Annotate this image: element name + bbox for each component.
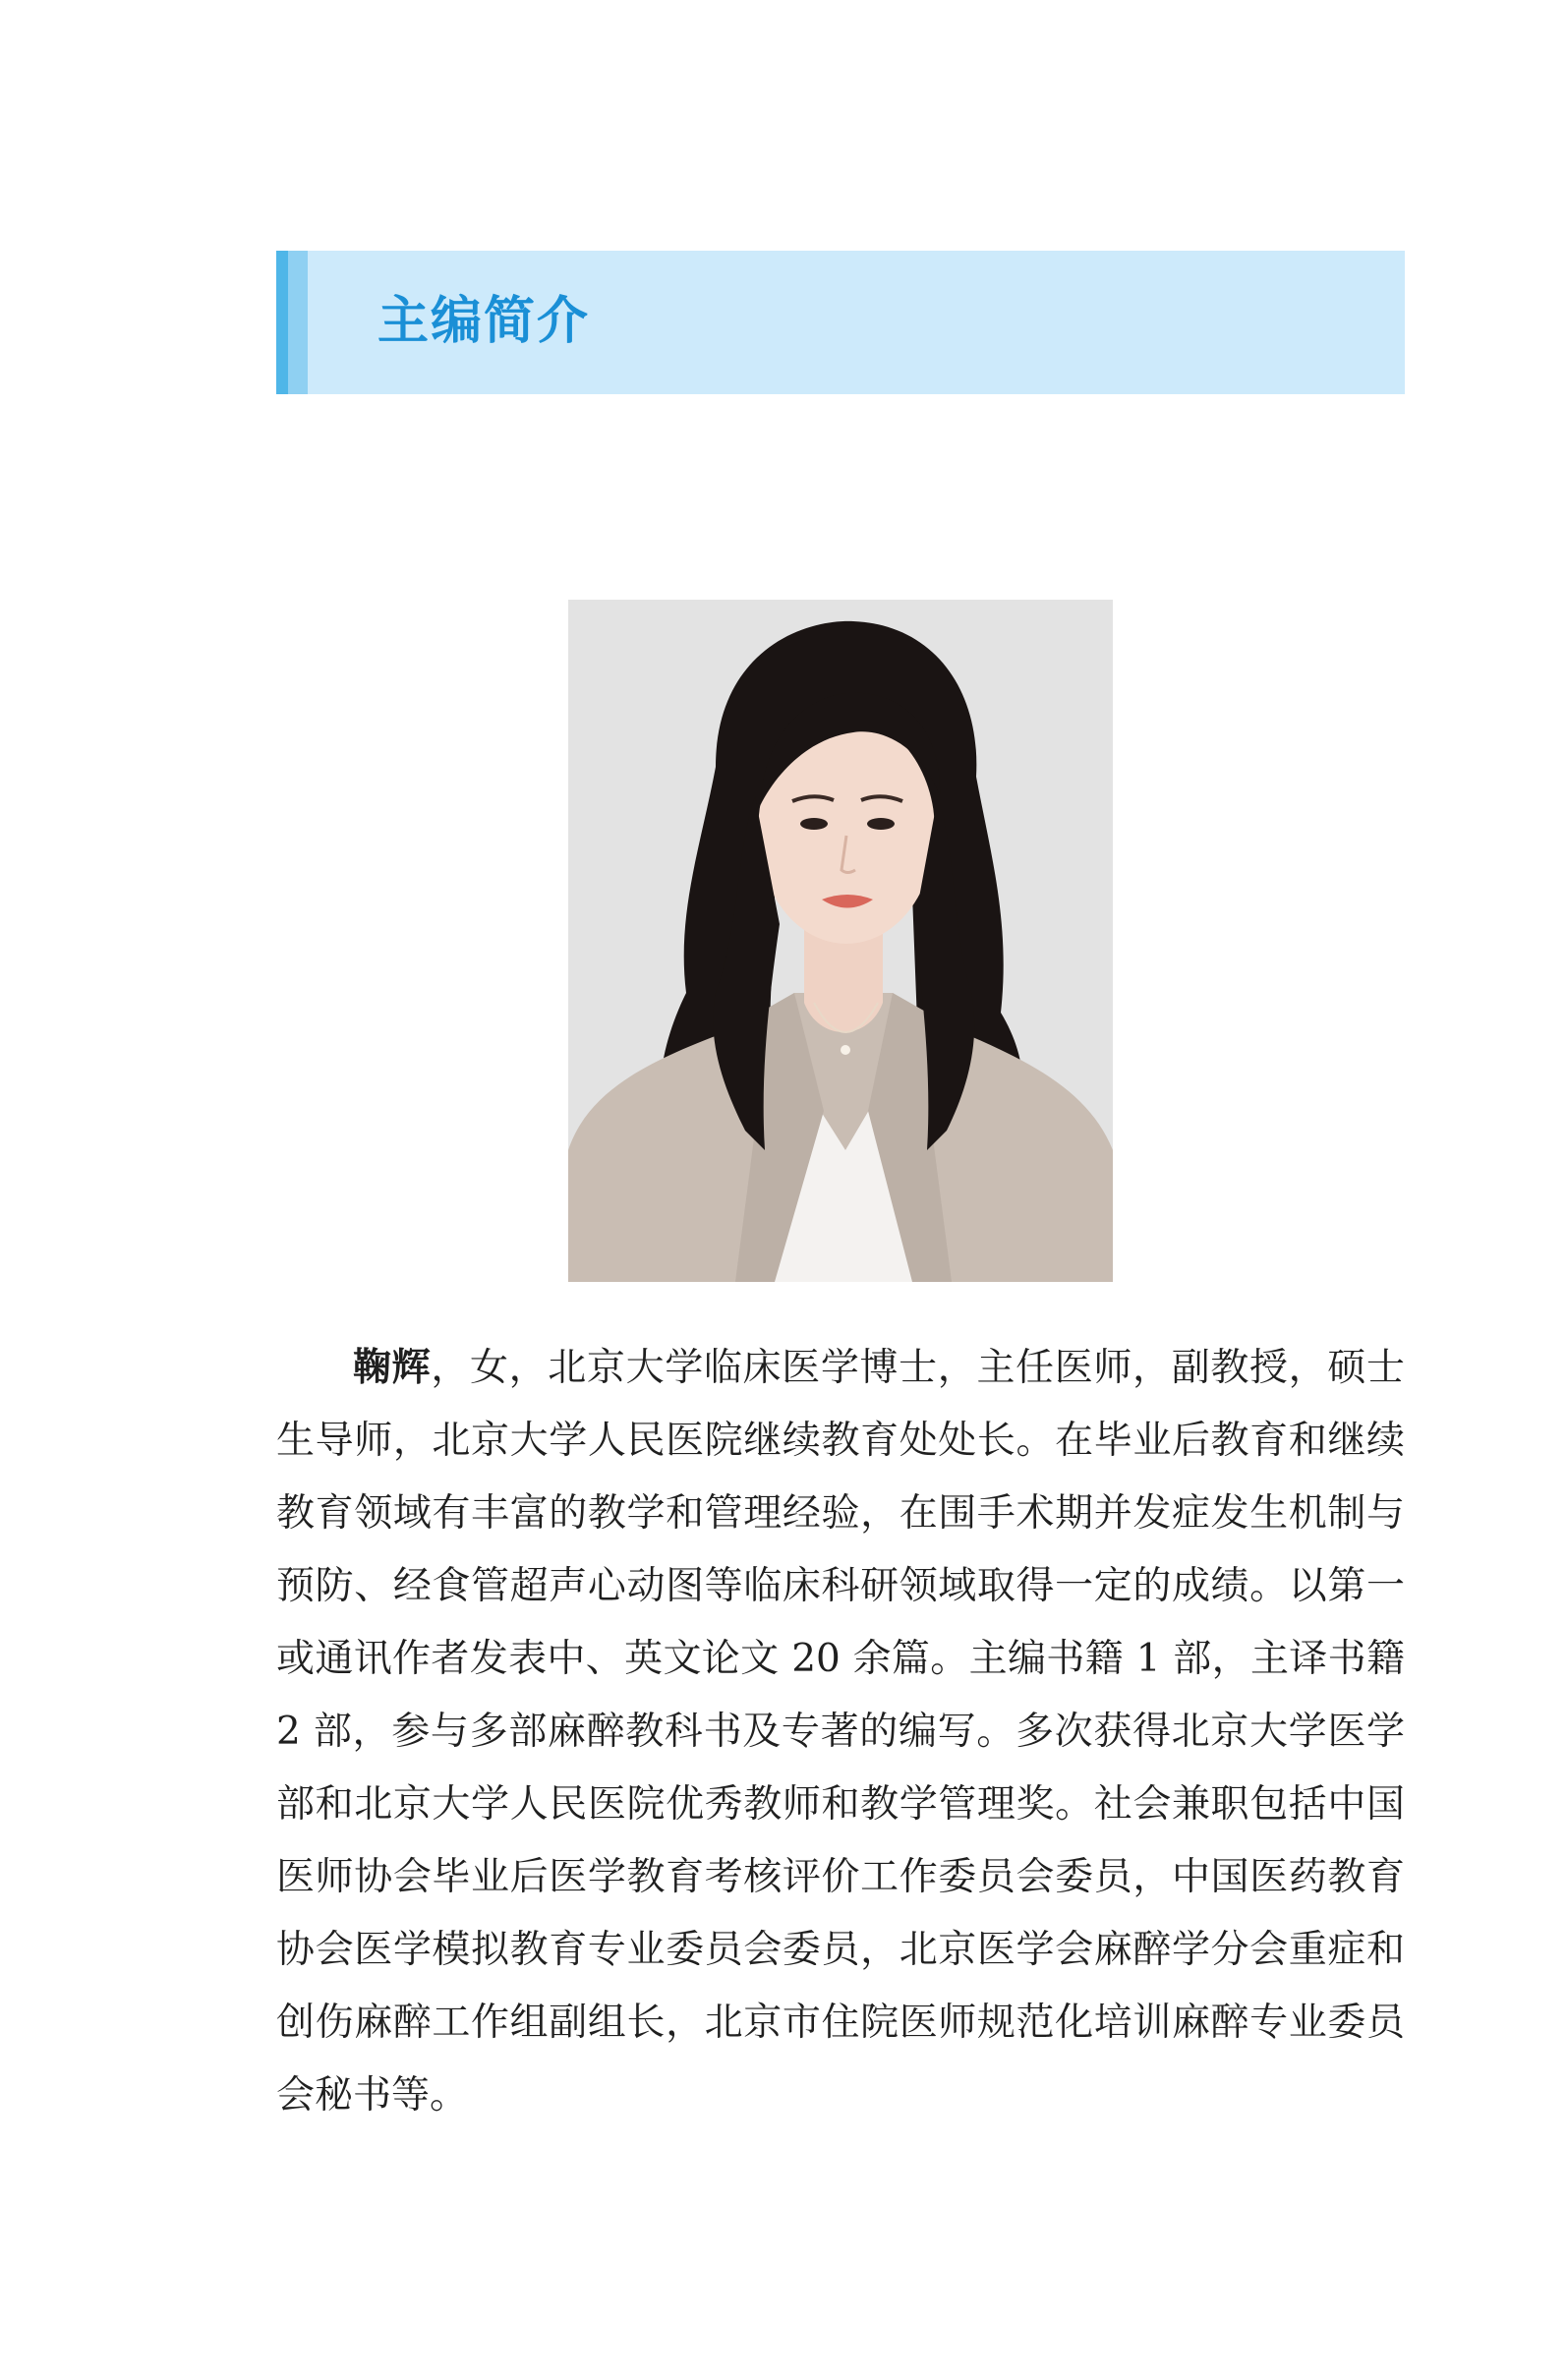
author-name: 鞠辉 [353, 1346, 432, 1390]
section-title: 主编简介 [377, 292, 591, 351]
author-bio [276, 1332, 1405, 2132]
portrait-illustration [568, 600, 1113, 1282]
author-bio-text: ，女，北京大学临床医学博士，主任医师，副教授，硕士生导师，北京大学人民医院继续教育处处长。在毕业后教育和继续教育领域有丰富的教学和管理经验，在围手术期并发症发生机制与预防、经食管超声心动图等临床科研领域取得一定的成绩。以第一或通讯作者发表中、英文论文 20 余篇。主编书籍 1 部，主译书籍 2 部，参与多部麻醉教科书及专著的编写。多次获得北京大学医学部和北京大学人民医院优秀教师和教学管理奖。社会兼职包括中国医师协会毕业后医学教育考核评价工作委员会委员，中国医药教育协会医学模拟教育专业委员会委员，北京医学会麻醉学分会重症和创伤麻醉工作组副组长，北京市住院医师规范化培训麻醉专业委员会秘书等。 [276, 1346, 1405, 2118]
header-accent-bar [276, 251, 288, 394]
author-portrait [568, 600, 1113, 1282]
header-accent-bar-light [288, 251, 308, 394]
section-header [276, 251, 1405, 394]
